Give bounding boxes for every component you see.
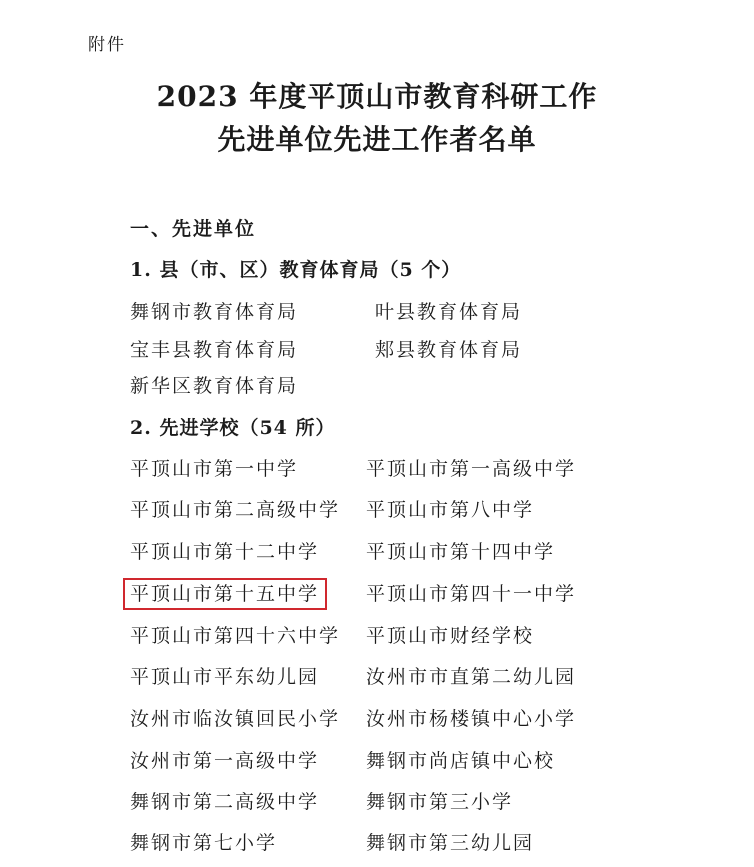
bureau-list-item: 宝丰县教育体育局 xyxy=(130,339,299,361)
bureau-list-item: 郏县教育体育局 xyxy=(375,339,523,361)
school-row xyxy=(0,750,754,772)
school-row xyxy=(0,832,754,854)
school-row xyxy=(0,541,754,563)
school-list-item: 平顶山市财经学校 xyxy=(366,625,535,647)
subsection-heading-education-bureaus: 1. 县（市、区）教育体育局（5 个） xyxy=(130,259,462,281)
school-row xyxy=(0,583,754,605)
document-title-line1: 2023 年度平顶山市教育科研工作 xyxy=(156,80,598,113)
bureau-list-item: 叶县教育体育局 xyxy=(375,301,523,323)
school-list-item: 平顶山市第一中学 xyxy=(130,458,299,480)
school-list-item: 汝州市市直第二幼儿园 xyxy=(366,666,577,688)
school-list-item: 舞钢市尚店镇中心校 xyxy=(366,750,556,772)
document-title-line2: 先进单位先进工作者名单 xyxy=(217,123,537,156)
school-list-item: 汝州市第一高级中学 xyxy=(130,750,320,772)
subsection-heading-advanced-schools: 2. 先进学校（54 所） xyxy=(130,417,336,439)
bureau-list-item: 新华区教育体育局 xyxy=(130,375,299,397)
section-heading-advanced-units: 一、先进单位 xyxy=(130,218,257,240)
school-row xyxy=(0,708,754,730)
school-list-item: 舞钢市第七小学 xyxy=(130,832,278,854)
school-list-item: 舞钢市第二高级中学 xyxy=(130,791,320,813)
school-row xyxy=(0,625,754,647)
school-list-item: 汝州市杨楼镇中心小学 xyxy=(366,708,577,730)
school-list-item: 舞钢市第三幼儿园 xyxy=(366,832,535,854)
school-list-item: 平顶山市平东幼儿园 xyxy=(130,666,320,688)
school-list-item: 汝州市临汝镇回民小学 xyxy=(130,708,341,730)
school-list-item: 平顶山市第四十六中学 xyxy=(130,625,341,647)
school-row xyxy=(0,791,754,813)
school-list-item: 平顶山市第四十一中学 xyxy=(366,583,577,605)
school-list-item: 平顶山市第十二中学 xyxy=(130,541,320,563)
school-list-item: 平顶山市第一高级中学 xyxy=(366,458,577,480)
school-list-item: 平顶山市第十四中学 xyxy=(366,541,556,563)
school-list-item: 平顶山市第八中学 xyxy=(366,499,535,521)
school-row xyxy=(0,666,754,688)
bureau-row xyxy=(0,375,754,397)
school-list-item: 舞钢市第三小学 xyxy=(366,791,514,813)
school-row xyxy=(0,499,754,521)
bureau-row xyxy=(0,339,754,361)
school-list-item-highlighted: 平顶山市第十五中学 xyxy=(123,578,327,610)
bureau-row xyxy=(0,301,754,323)
school-row xyxy=(0,458,754,480)
school-list-item: 平顶山市第二高级中学 xyxy=(130,499,341,521)
bureau-list-item: 舞钢市教育体育局 xyxy=(130,301,299,323)
attachment-label: 附件 xyxy=(88,35,126,55)
